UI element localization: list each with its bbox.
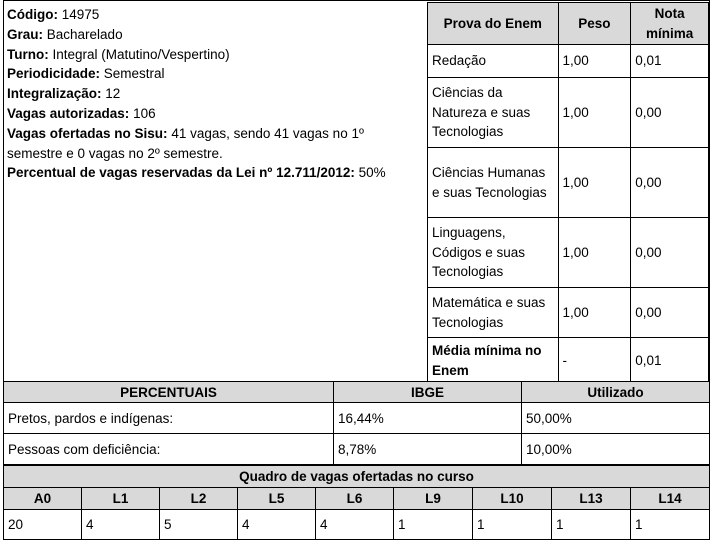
vagas-value: 4: [82, 510, 160, 540]
info-codigo: Código: 14975: [7, 7, 100, 22]
perc-utilizado: 50,00%: [522, 403, 710, 434]
perc-label: Pretos, pardos e indígenas:: [4, 403, 334, 434]
table-row: [428, 148, 709, 218]
course-info-panel: [3, 0, 710, 382]
perc-header-ibge: IBGE: [334, 382, 522, 403]
enem-prova: Ciências da Natureza e suas Tecnologias: [428, 78, 559, 148]
vagas-header: L9: [394, 488, 473, 510]
info-turno: Turno: Integral (Matutino/Vespertino): [7, 46, 230, 62]
enem-peso: 1,00: [558, 218, 631, 288]
perc-ibge: 8,78%: [334, 434, 522, 465]
table-row: [428, 338, 709, 384]
enem-table: [427, 2, 709, 384]
quotas-section: [3, 381, 710, 540]
vagas-title: Quadro de vagas ofertadas no curso: [4, 466, 710, 488]
course-sheet: [3, 0, 710, 549]
enem-prova: Linguagens, Códigos e suas Tecnologias: [428, 218, 559, 288]
perc-header-label: PERCENTUAIS: [4, 382, 334, 403]
info-vagas-autorizadas: Vagas autorizadas: 106: [7, 105, 156, 121]
enem-nota: 0,00: [631, 148, 709, 218]
vagas-value: 1: [394, 510, 473, 540]
enem-media-peso: -: [558, 338, 631, 384]
enem-header-peso: Peso: [558, 3, 631, 45]
table-row: [428, 218, 709, 288]
enem-peso: 1,00: [558, 78, 631, 148]
course-info: [7, 5, 422, 183]
perc-ibge: 16,44%: [334, 403, 522, 434]
vagas-value: 20: [4, 510, 82, 540]
perc-header-utilizado: Utilizado: [522, 382, 710, 403]
enem-peso: 1,00: [558, 288, 631, 338]
enem-media-nota: 0,01: [631, 338, 709, 384]
perc-label: Pessoas com deficiência:: [4, 434, 334, 465]
vagas-value: 5: [160, 510, 238, 540]
vagas-value: 1: [473, 510, 552, 540]
vagas-value: 4: [238, 510, 316, 540]
table-row: [4, 434, 710, 465]
vagas-value: 1: [631, 510, 710, 540]
info-percentual-lei: Percentual de vagas reservadas da Lei nº 12.711/2012: 50%: [7, 165, 386, 181]
info-vagas-sisu: Vagas ofertadas no Sisu: 41 vagas, sendo 41 vagas no 1º semestre e 0 vagas no 2º semestre.: [7, 125, 364, 161]
enem-nota: 0,00: [631, 288, 709, 338]
vagas-header: L10: [473, 488, 552, 510]
info-periodicidade: Periodicidade: Semestral: [7, 66, 165, 82]
info-grau: Grau: Bacharelado: [7, 26, 123, 42]
vagas-header: L6: [316, 488, 394, 510]
perc-utilizado: 10,00%: [522, 434, 710, 465]
enem-nota: 0,00: [631, 78, 709, 148]
vagas-value: 4: [316, 510, 394, 540]
table-row: [4, 403, 710, 434]
vagas-header: L1: [82, 488, 160, 510]
vagas-header: L13: [552, 488, 631, 510]
enem-peso: 1,00: [558, 148, 631, 218]
enem-media-label: Média mínima no Enem: [428, 338, 559, 384]
enem-nota: 0,01: [631, 45, 709, 78]
enem-prova: Ciências Humanas e suas Tecnologias: [428, 148, 559, 218]
enem-header-nota: Nota mínima: [631, 3, 709, 45]
percentuais-table: [3, 381, 710, 465]
enem-prova: Redação: [428, 45, 559, 78]
enem-nota: 0,00: [631, 218, 709, 288]
vagas-value: 1: [552, 510, 631, 540]
enem-peso: 1,00: [558, 45, 631, 78]
table-row: [4, 510, 710, 540]
vagas-header: L14: [631, 488, 710, 510]
enem-prova: Matemática e suas Tecnologias: [428, 288, 559, 338]
vagas-header: L2: [160, 488, 238, 510]
enem-header-prova: Prova do Enem: [428, 3, 559, 45]
vagas-header: L5: [238, 488, 316, 510]
table-row: [428, 288, 709, 338]
table-row: [428, 78, 709, 148]
info-integralizacao: Integralização: 12: [7, 86, 121, 102]
vagas-header: A0: [4, 488, 82, 510]
table-row: [428, 45, 709, 78]
vagas-table: [3, 465, 710, 540]
